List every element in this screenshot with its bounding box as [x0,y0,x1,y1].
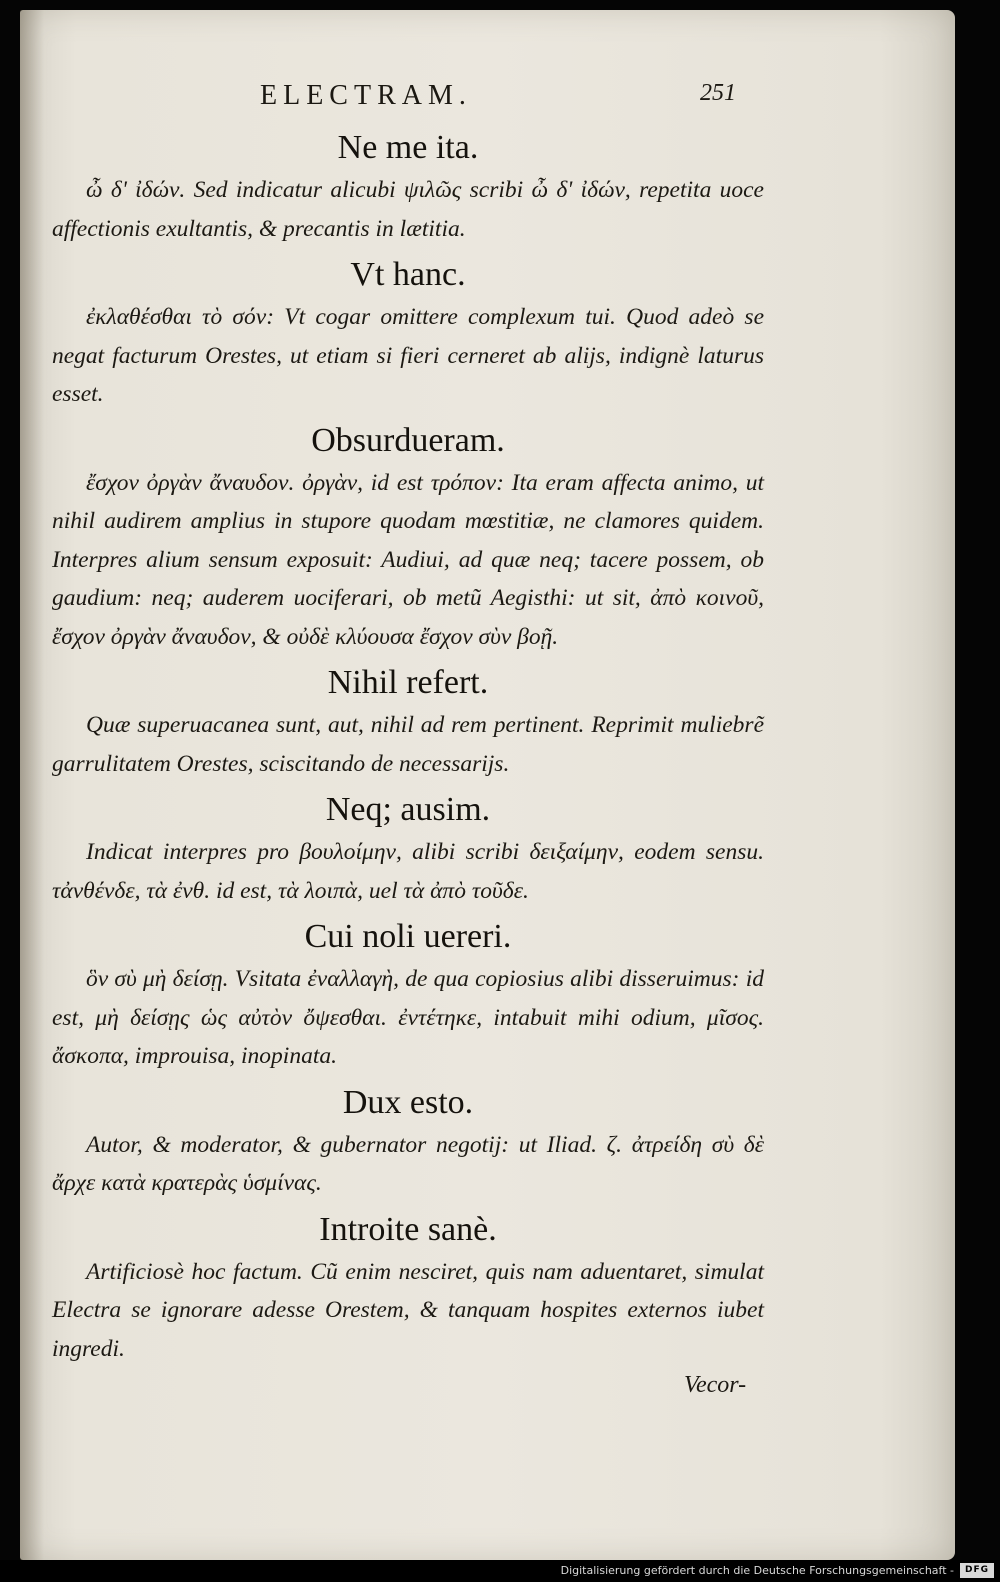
entry-vt-hanc [52,252,764,414]
lemma-heading: Ne me ita. [337,129,479,166]
lemma-heading: Neq; ausim. [325,791,491,828]
entry-cui-noli-uereri [52,914,764,1076]
dfg-logo: DFG [960,1563,994,1578]
lemma-heading: Cui noli uereri. [304,918,512,955]
running-head: ELECTRAM. [260,80,472,111]
digitization-credit: Digitalisierung gefördert durch die Deutsche Forschungsgemeinschaft - [560,1564,954,1577]
gloss-paragraph: Artificiosè hoc factum. Cũ enim nesciret, quis nam aduentaret, simulat Electra se ignorare adesse Orestem, & tanquam hospites externos iubet ingredi. [52,1258,764,1362]
lemma-heading: Nihil refert. [327,664,489,701]
gloss-paragraph: ὦ δ' ἰδών. Sed indicatur alicubi ψιλῶς scribi ὦ δ' ἰδών, repetita uoce affectionis exultantis, & precantis in lætitia. [52,177,764,242]
entry-obsurdueram [52,418,764,657]
gloss-paragraph: ὃν σὺ μὴ δείσῃ. Vsitata ἐναλλαγὴ, de qua copiosius alibi disseruimus: id est, μὴ δείσῃς ὡς αὐτὸν ὄψεσθαι. ἐντέτηκε, intabuit mihi odium, μῖσος. ἄσκοπα, improuisa, inopinata. [52,966,764,1069]
gloss-paragraph: ἐκλαθέσθαι τὸ σόν: Vt cogar omittere complexum tui. Quod adeò se negat facturum Orestes, ut etiam si fieri cerneret ab alijs, indignè laturus esset. [52,304,764,407]
gloss-paragraph: ἔσχον ὀργὰν ἄναυδον. ὀργὰν, id est τρόπον: Ita eram affecta animo, ut nihil audirem amplius in stupore quodam mœstitiæ, ne clamores quidem. Interpres alium sensum exposuit: Audiui, ad quæ neq; tacere possem, ob gaudium: neq; auderem uociferari, ob metũ Aegisthi: ut sit, ἀπὸ κοινοῦ, ἔσχον ὀργὰν ἄναυδον, & οὐδὲ κλύουσα ἔσχον σὺν βοῇ. [52,469,764,650]
commentary-body [52,125,764,1372]
lemma-heading: Obsurdueram. [311,421,505,459]
lemma-heading: Dux esto. [342,1083,474,1121]
entry-neq-ausim [52,787,764,910]
entry-ne-me-ita [52,125,764,248]
lemma-heading: Introite sanè. [319,1210,497,1248]
gloss-paragraph: Indicat interpres pro βουλοίμην, alibi scribi δειξαίμην, eodem sensu. τἀνθένδε, τὰ ἐνθ. id est, τὰ λοιπὰ, uel τὰ ἀπὸ τοῦδε. [52,839,764,904]
gloss-paragraph: Autor, & moderator, & gubernator negotij: ut Iliad. ζ. ἀτρείδη σὺ δὲ ἄρχε κατὰ κρατερὰς ὑσμίνας. [52,1131,764,1196]
catchword: Vecor- [684,1372,747,1398]
gloss-paragraph: Quæ superuacanea sunt, aut, nihil ad rem pertinent. Reprimit muliebrẽ garrulitatem Orestes, sciscitando de necessarijs. [52,712,764,777]
entry-introite-sane [52,1207,764,1369]
page-number: 251 [700,80,736,106]
spine-shadow [20,10,44,1560]
entry-nihil-refert [52,660,764,783]
entry-dux-esto [52,1080,764,1203]
lemma-heading: Vt hanc. [350,256,466,293]
